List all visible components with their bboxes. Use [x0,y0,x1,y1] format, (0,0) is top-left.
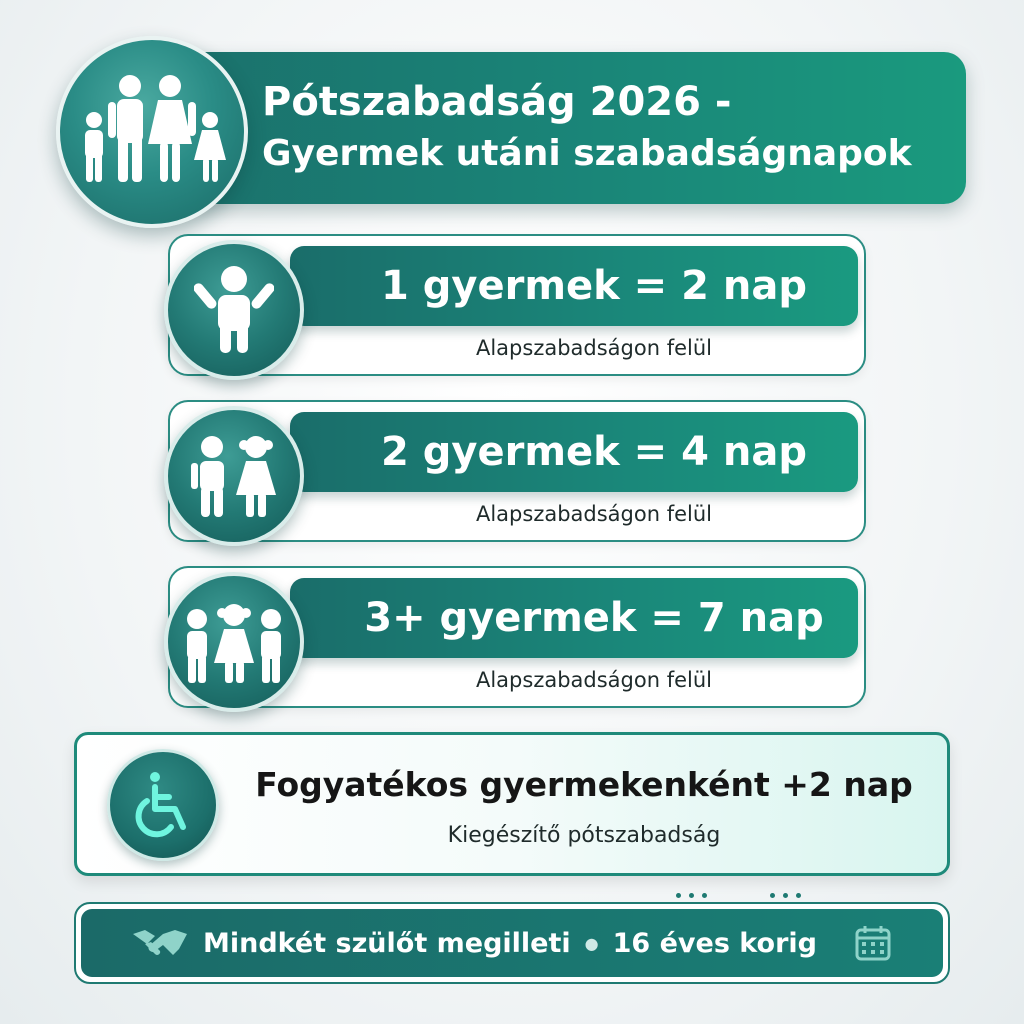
page-title [262,76,912,180]
rule-icon-badge-2 [164,406,304,546]
rule-icon-badge-3 [164,572,304,712]
title-line-2: Gyermek utáni szabadságnapok [262,133,912,174]
disability-subtitle: Kiegészítő pótszabadság [447,823,721,848]
rule-title-pill [290,246,858,326]
two-children-icon [186,431,282,521]
disability-title: Fogyatékos gyermekenként +2 nap [255,765,913,804]
footer-inner [81,909,943,977]
title-line-1: Pótszabadság 2026 - [262,79,732,125]
rule-subtitle: Alapszabadságon felül [475,336,713,360]
calendar-icon [853,923,893,963]
footer-left-text: Mindkét szülőt megilleti [203,927,571,959]
rule-title: 3+ gyermek = 7 nap [364,595,824,641]
handshake-icon [131,926,189,960]
rule-title: 1 gyermek = 2 nap [381,263,807,309]
rule-icon-badge-1 [164,240,304,380]
footer-right-text: 16 éves korig [612,927,817,959]
rule-title-pill [290,578,858,658]
disability-card [74,732,950,876]
decorative-dots [676,893,707,899]
rule-title: 2 gyermek = 4 nap [381,429,807,475]
three-children-icon [179,597,289,687]
header-icon-badge [56,36,248,228]
footer-banner [74,902,950,984]
family-icon [72,72,232,192]
rule-subtitle: Alapszabadságon felül [475,668,713,692]
rule-title-pill [290,412,858,492]
child-icon [194,265,274,355]
separator-dot: ● [584,933,599,953]
rule-subtitle: Alapszabadságon felül [475,502,713,526]
decorative-dots [770,893,801,899]
wheelchair-icon [125,767,201,843]
disability-icon-badge [107,749,219,861]
